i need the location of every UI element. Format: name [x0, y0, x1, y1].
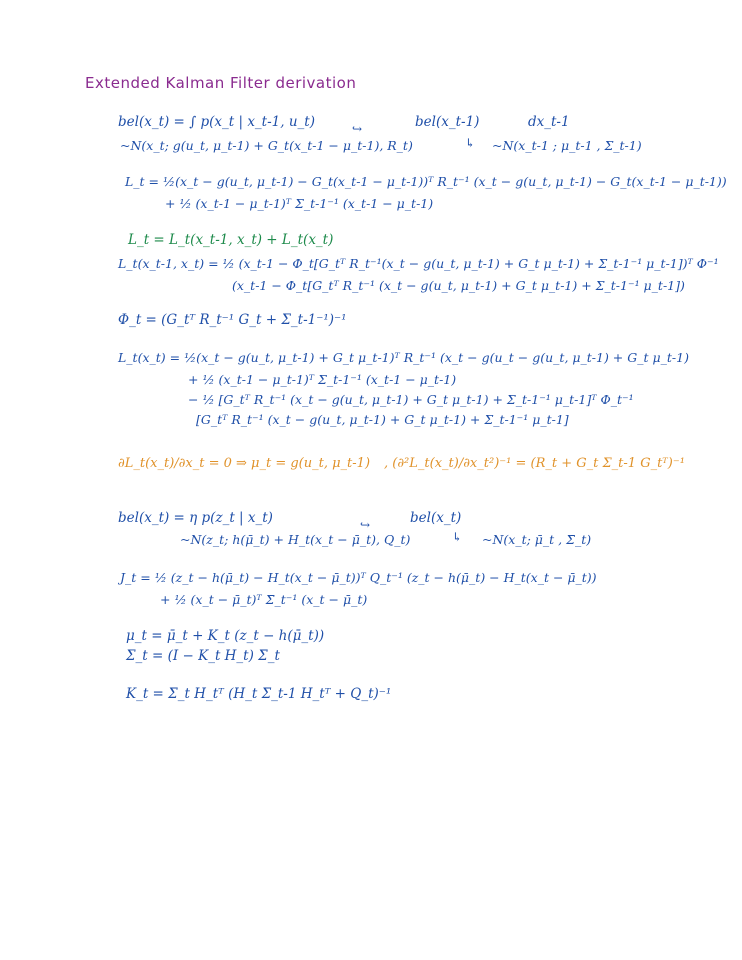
jt-line2: + ½ (x_t − μ̄_t)ᵀ Σ̄_t⁻¹ (x_t − μ̄_t): [160, 592, 368, 607]
lt-xt-line3: − ½ [G_tᵀ R_t⁻¹ (x_t − g(u_t, μ_t-1) + G_t μ_t-1) + Σ_t-1⁻¹ μ_t-1]ᵀ Φ_t⁻¹: [188, 392, 634, 407]
jt-line1: J_t = ½ (z_t − h(μ̄_t) − H_t(x_t − μ̄_t))ᵀ Q_t⁻¹ (z_t − h(μ̄_t) − H_t(x_t − μ̄_t)): [120, 570, 597, 585]
lt-joint-line1: L_t(x_t-1, x_t) = ½ (x_t-1 − Φ_t[G_tᵀ R_t⁻¹(x_t − g(u_t, μ_t-1) + G_t μ_t-1) + Σ_t-1⁻¹ μ_t-1])ᵀ Φ⁻¹: [118, 256, 719, 271]
lt-full-line2: + ½ (x_t-1 − μ_t-1)ᵀ Σ_t-1⁻¹ (x_t-1 − μ_t-1): [165, 196, 434, 211]
lt-joint-line2: (x_t-1 − Φ_t[G_tᵀ R_t⁻¹ (x_t − g(u_t, μ_t-1) + G_t μ_t-1) + Σ_t-1⁻¹ μ_t-1]): [232, 278, 685, 293]
lt-xt-line2: + ½ (x_t-1 − μ_t-1)ᵀ Σ_t-1⁻¹ (x_t-1 − μ_t-1): [188, 372, 457, 387]
page-title: Extended Kalman Filter derivation: [85, 74, 357, 92]
link-arrow-icon: ↳: [465, 136, 476, 150]
lt-xt-line4: [G_tᵀ R_t⁻¹ (x_t − g(u_t, μ_t-1) + G_t μ_t-1) + Σ_t-1⁻¹ μ_t-1]: [196, 412, 569, 427]
phi-definition: Φ_t = (G_tᵀ R_t⁻¹ G_t + Σ_t-1⁻¹)⁻¹: [118, 312, 347, 328]
bel-correction-dist2: ~N(x_t; μ̄_t , Σ̄_t): [482, 532, 592, 547]
link-arrow-icon: ↪: [352, 122, 363, 136]
bel-correction-lhs: bel(x_t) = η p(z_t | x_t): [118, 510, 273, 526]
bel-correction-dist1: ~N(z_t; h(μ̄_t) + H_t(x_t − μ̄_t), Q_t): [180, 532, 411, 547]
lt-xt-line1: L_t(x_t) = ½(x_t − g(u_t, μ_t-1) + G_t μ_t-1)ᵀ R_t⁻¹ (x_t − g(u_t − g(u_t, μ_t-1) + G_t μ_t-1): [118, 350, 689, 365]
kalman-gain: K_t = Σ̄_t H_tᵀ (H_t Σ̄_t-1 H_tᵀ + Q_t)⁻¹: [126, 686, 392, 702]
bel-correction-prior: bel(x_t): [410, 510, 462, 526]
lt-full-line1: L_t = ½(x_t − g(u_t, μ_t-1) − G_t(x_t-1 − μ_t-1))ᵀ R_t⁻¹ (x_t − g(u_t, μ_t-1) − G_t(x_t-1 − μ_t-1)): [125, 174, 727, 189]
bel-prediction-dist1: ~N(x_t; g(u_t, μ_t-1) + G_t(x_t-1 − μ_t-1), R_t): [120, 138, 413, 153]
bel-prediction-lhs: bel(x_t) = ∫ p(x_t | x_t-1, u_t): [118, 114, 315, 130]
link-arrow-icon: ↳: [452, 530, 463, 544]
first-derivative: ∂L_t(x_t)/∂x_t = 0 ⇒ μ_t = g(u_t, μ_t-1): [118, 456, 371, 471]
bel-prediction-dist2: ~N(x_t-1 ; μ_t-1 , Σ_t-1): [492, 138, 642, 153]
second-derivative: , (∂²L_t(x_t)/∂x_t²)⁻¹ = (R_t + G_t Σ_t-1 G_tᵀ)⁻¹: [384, 456, 685, 471]
bel-prediction-dx: dx_t-1: [528, 114, 570, 130]
lt-split: L_t = L_t(x_t-1, x_t) + L_t(x_t): [128, 232, 334, 248]
mean-update: μ_t = μ̄_t + K_t (z_t − h(μ̄_t)): [126, 628, 325, 644]
bel-prediction-prior: bel(x_t-1): [415, 114, 480, 130]
link-arrow-icon: ↪: [360, 518, 371, 532]
covariance-update: Σ_t = (I − K_t H_t) Σ̄_t: [126, 648, 280, 664]
